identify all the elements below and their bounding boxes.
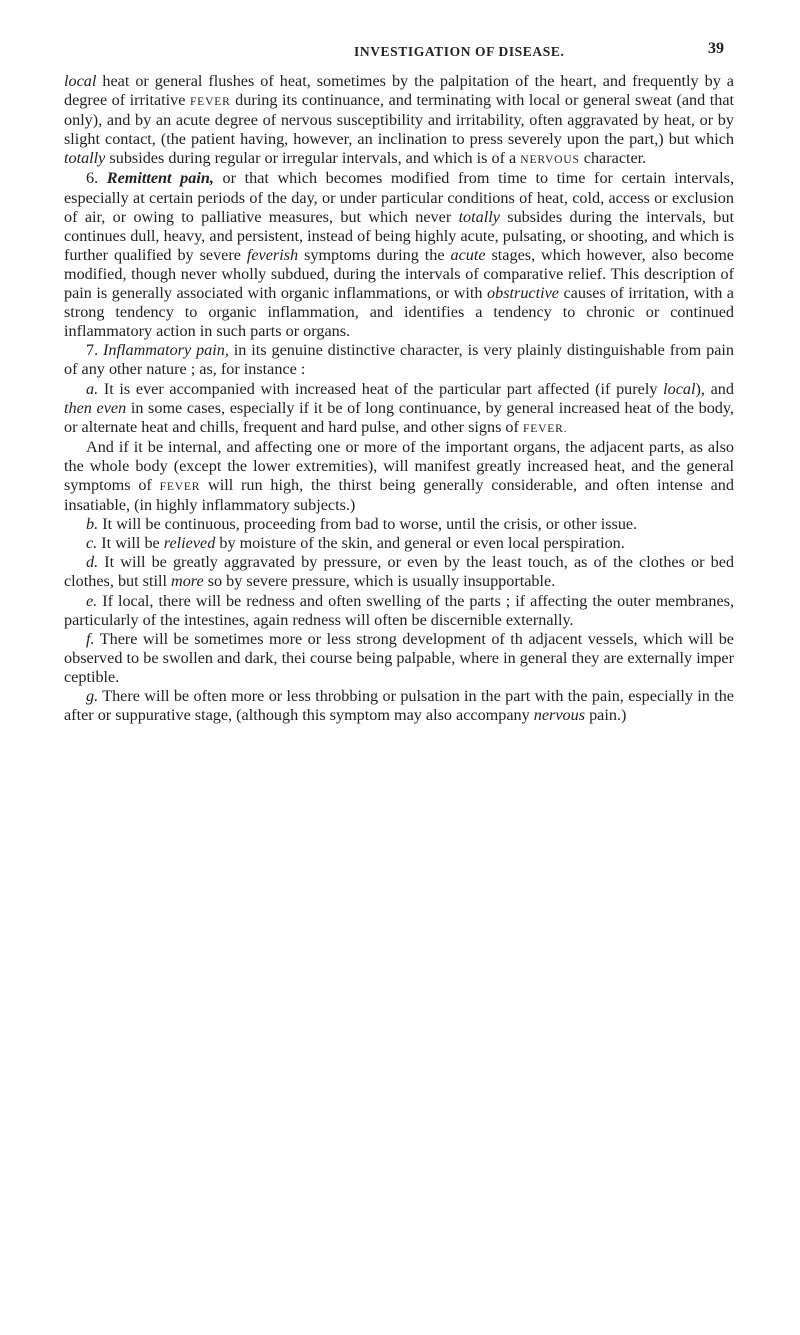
paragraph-7: c. It will be relieved by moisture of the skin, and general or even local perspiration. [86,534,625,553]
paragraph-5: And if it be internal, and affecting one or more of the important organs, the adjacent parts, as also the whole body (except the lower extremities), will manifest greatly increased heat, and the general symptoms of FEVER will run high, the thirst being generally considerable, and often intense and insatiable, (in highly inflammatory subjects.) [64,437,734,515]
paragraph-2: 6. Remittent pain, or that which becomes modified from time to time for certain intervals, especially at certain periods of the day, or under particular conditions of heat, cold, access or exclusion of air, or owing to palliative measures, but which never totally subsides during the intervals, but continues dull, heavy, and persistent, instead of being highly acute, pulsating, or shooting, and which is further qualified by severe feverish symptoms during the acute stages, which however, also become modified, though never wholly subdued, during the intervals of comparative relief. This description of pain is generally associated with organic inflammations, or with obstructive causes of irritation, with a strong tendency to organic inflammation, and identifies a tendency to chronic or continued inflammatory action in such parts or organs. [64,169,734,341]
paragraph-11: g. There will be often more or less throbbing or pulsation in the part with the pain, especially in the after or suppurative stage, (although this symptom may also accompany nervous pain.) [64,687,734,725]
running-head: INVESTIGATION OF DISEASE. [354,44,565,59]
paragraph-8: d. It will be greatly aggravated by pressure, or even by the least touch, as of the clothes or bed clothes, but still more so by severe pressure, which is usually insupportable. [64,553,734,591]
paragraph-9: e. If local, there will be redness and often swelling of the parts ; if affecting the outer membranes, particularly of the intestines, again redness will often be discernible externally. [64,591,734,629]
page-header [64,0,734,72]
paragraph-4: a. It is ever accompanied with increased heat of the particular part affected (if purely local), and then even in some cases, especially if it be of long continuance, by general increased heat of the body, or alternate heat and chills, frequent and hard pulse, and other signs of FEVER. [64,379,734,436]
body-text [64,72,734,725]
paragraph-10: f. There will be sometimes more or less strong development of th adjacent vessels, which will be observed to be swollen and dark, thei course being palpable, where in general they are externally imper ceptible. [64,629,734,686]
paragraph-6: b. It will be continuous, proceeding from bad to worse, until the crisis, or other issue. [86,515,638,534]
paragraph-1: local heat or general flushes of heat, sometimes by the palpitation of the heart, and frequently by a degree of irritative FEVER during its continuance, and terminating with local or general sweat (and that only), and by an acute degree of nervous susceptibility and irritability, often aggravated by heat, or by slight contact, (the patient having, however, an inclination to press severely upon the part,) but which totally subsides during regular or irregular intervals, and which is of a NERVOUS character. [64,72,735,168]
page-number: 39 [708,40,724,57]
paragraph-3: 7. Inflammatory pain, in its genuine distinctive character, is very plainly distinguishable from pain of any other nature ; as, for instance : [64,341,734,379]
